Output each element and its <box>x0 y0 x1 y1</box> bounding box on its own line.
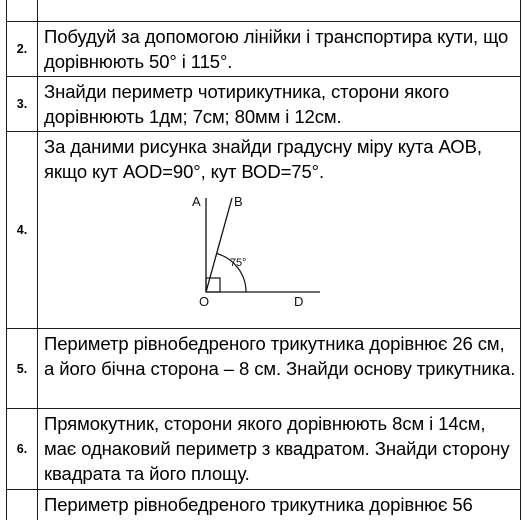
task-text: Прямокутник, сторони якого дорівнюють 8см і 14см, має однаковий периметр з квадратом. Знайди сторону квадрата та його площу. <box>44 413 510 484</box>
label-a: A <box>192 194 201 209</box>
table-row <box>6 0 521 21</box>
task-text: Побудуй за допомогою лінійки і транспортира кути, що дорівнюють 50° і 115°. <box>44 26 509 72</box>
task-table <box>6 0 521 520</box>
angle-figure <box>184 192 344 308</box>
task-text: Знайди периметр чотирикутника, сторони якого дорівнюють 1дм; 7см; 80мм і 12см. <box>44 81 450 127</box>
angle-label: 75° <box>230 257 247 269</box>
table-row <box>6 131 521 328</box>
row-number <box>6 0 38 21</box>
row-text <box>38 0 521 21</box>
table-row <box>6 489 521 520</box>
label-d: D <box>294 294 304 308</box>
task-text: Периметр рівнобедреного трикутника дорівнює 56 <box>44 494 473 515</box>
row-number: 6. <box>6 409 38 489</box>
task-text: За даними рисунка знайди градусну міру кута АОВ, якщо кут АОD=90°, кут ВОD=75°. <box>44 136 482 182</box>
task-text: Периметр рівнобедреного трикутника дорівнює 26 см, а його бічна сторона – 8 см. Знайди основу трикутника. <box>44 333 516 379</box>
row-number: 2. <box>6 22 38 76</box>
table-row <box>6 328 521 408</box>
row-number: 3. <box>6 77 38 131</box>
row-number <box>6 490 38 520</box>
label-o: O <box>199 294 210 308</box>
table-row <box>6 76 521 131</box>
row-number: 4. <box>6 132 38 328</box>
table-row <box>6 408 521 489</box>
row-number: 5. <box>6 329 38 408</box>
label-b: B <box>234 194 243 209</box>
table-row <box>6 21 521 76</box>
